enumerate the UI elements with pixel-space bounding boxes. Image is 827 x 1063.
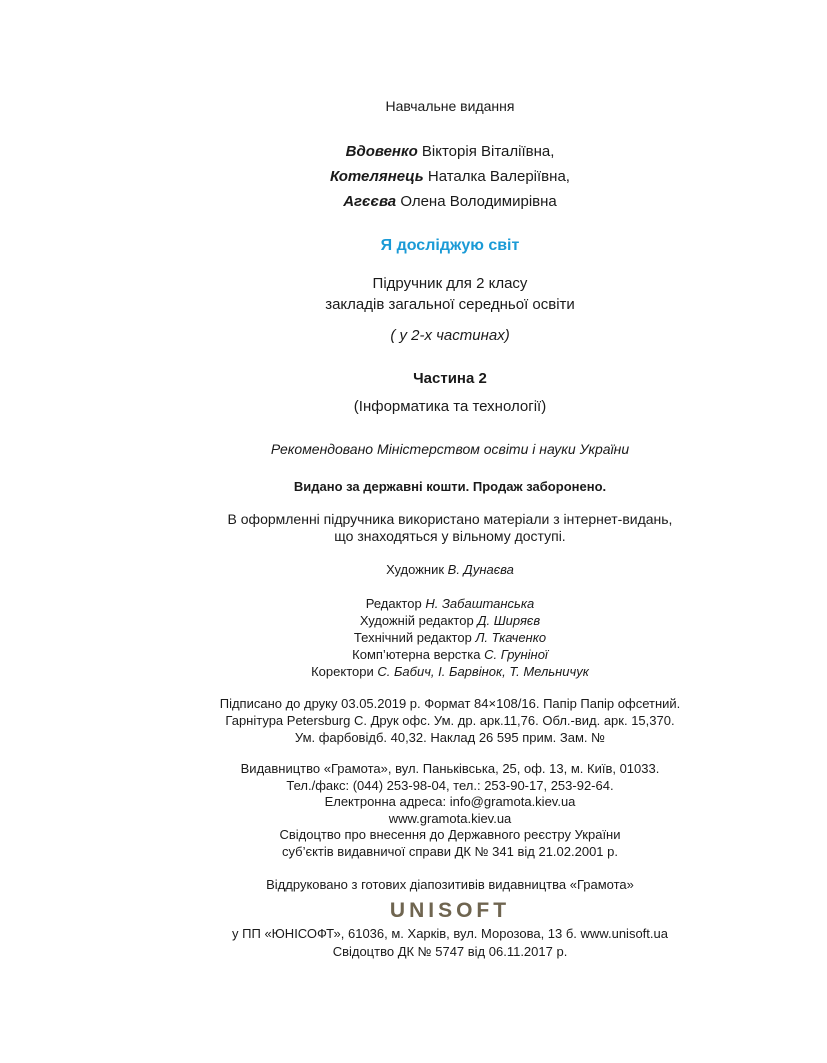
author-line [120,139,780,164]
credit-name: С. Бабич, І. Барвінок, Т. Мельничук [377,664,589,679]
part-topic: (Інформатика та технології) [353,398,547,415]
author-name: Олена Володимирівна [400,193,557,210]
publisher-info-line: суб’єктів видавничої справи ДК № 341 від 21.02.2001 р. [281,843,618,859]
credit-name: Н. Забаштанська [425,596,535,611]
materials-line-1: В оформленні підручника використано матеріали з інтернет-видань, [227,511,673,527]
staff-credit [120,629,780,646]
printed-from: Віддруковано з готових діапозитивів видавництва «Грамота» [266,877,634,892]
subtitle-line-2: закладів загальної середньої освіти [325,296,575,313]
credit-role: Коректори [311,664,374,679]
staff-credits [120,595,780,680]
publisher-info-line: Тел./факс: (044) 253-98-04, тел.: 253-90-17, 253-92-64. [286,777,614,793]
credit-name: Д. Ширяєв [477,613,541,628]
author-line [120,164,780,189]
author-name: Вікторія Віталіївна, [421,143,555,160]
print-info [120,695,780,746]
publisher-info-line: Свідоцтво про внесення до Державного реєстру України [279,827,621,842]
edition-type: Навчальне видання [385,98,515,114]
printer-address: у ПП «ЮНІСОФТ», 61036, м. Харків, вул. Морозова, 13 б. www.unisoft.ua [232,926,668,941]
part-label: Частина 2 [413,370,487,387]
staff-credit [120,595,780,612]
credit-role: Художник [386,562,445,577]
author-line [120,189,780,214]
credit-role: Комп’ютерна верстка [352,647,481,662]
materials-line-2: що знаходяться у вільному доступі. [334,528,566,544]
print-info-line: Ум. фарбовідб. 40,32. Наклад 26 595 прим. Зам. № [294,730,606,745]
print-info-line: Підписано до друку 03.05.2019 р. Формат 84×108/16. Папір Папір офсетний. [219,696,681,711]
publisher-info-line: www.gramota.kiev.ua [388,810,512,826]
recommendation: Рекомендовано Міністерством освіти і науки України [270,441,630,457]
author-surname: Агєєва [343,193,397,210]
print-info-line: Гарнітура Petersburg C. Друк офс. Ум. др. арк.11,76. Обл.-вид. арк. 15,370. [225,713,675,728]
subtitle-line-1: Підручник для 2 класу [372,275,528,292]
staff-credit [120,663,780,680]
book-title: Я досліджую світ [380,237,520,254]
author-name: Наталка Валеріївна, [427,168,570,185]
artist-credit [120,562,780,577]
printer-certificate: Свідоцтво ДК № 5747 від 06.11.2017 р. [332,944,568,959]
unisoft-logo: UNISOFT [389,899,511,922]
publisher-info-line: Видавництво «Грамота», вул. Паньківська, 25, оф. 13, м. Київ, 01033. [240,761,660,776]
credit-role: Технічний редактор [353,630,472,645]
credit-name: Л. Ткаченко [475,630,547,645]
credit-name: В. Дунаєва [447,562,514,577]
publisher-info-line: Електронна адреса: info@gramota.kiev.ua [324,794,576,809]
staff-credit [120,612,780,629]
publisher-info [120,761,780,860]
credit-role: Художній редактор [359,613,474,628]
author-surname: Котелянець [330,168,424,185]
authors-block [120,139,780,214]
parts-note: ( у 2-х частинах) [390,327,510,344]
author-surname: Вдовенко [345,143,418,160]
state-funded-notice: Видано за державні кошти. Продаж заборонено. [293,479,607,494]
credit-role: Редактор [365,596,422,611]
credit-name: С. Груніної [484,647,548,662]
staff-credit [120,646,780,663]
